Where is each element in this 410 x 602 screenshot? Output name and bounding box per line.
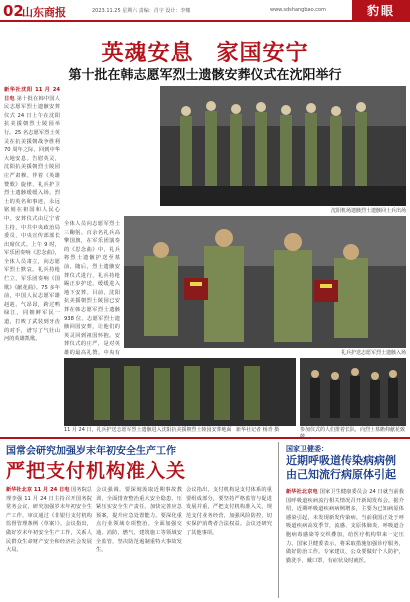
page-number: 02 (3, 2, 24, 20)
photo-graveside-illustration (64, 358, 296, 426)
photo-graveside (64, 358, 296, 426)
photo3-caption: 11 月 24 日，礼兵护送志愿军烈士遗骸进入沈阳抗美援朝烈士陵园安葬地面 (64, 427, 232, 433)
lead-body-col1 (4, 86, 60, 416)
section-divider (0, 437, 410, 439)
masthead (0, 0, 410, 22)
second-dateline: 新华社北京 11 月 24 日电 (6, 487, 70, 493)
lead-body-text-1: 第十批在韩中国人民志愿军烈士遗骸安葬仪式 24 日上午在沈阳抗美援朝烈士陵园举行。25 名志愿军烈士英灵在抗美援朝战争胜利 70 周年之际，回到中华大地安息。告慰英灵，沈阳抗美援朝烈士陵园庄严肃穆。伴着《英雄赞歌》旋律，礼兵护卫烈士遗骸缓缓入场。烈士的英名和事迹，永远铭刻在祖国和人民心中。安葬仪式由辽宁省主持，中共中央政治局委员、中央宣传部部长出席仪式。上午 9 时，军乐团奏响《思念曲》，全体人员肃立，向志愿军烈士默哀。礼兵持枪伫立，军乐团奏响《国歌》《献花曲》。75 多年前，中国人民志愿军雄赳赳、气昂昂，跨过鸭绿江，同朝鲜军民一道，打败了武装到牙齿的对手，谱写了气壮山河的英雄凯歌。 (4, 95, 60, 343)
lead-headline: 英魂安息 家国安宁 (101, 40, 309, 66)
sidebar-body (286, 488, 404, 598)
sidebar-divider (278, 442, 279, 598)
photo-guards-at-cemetery (160, 86, 406, 206)
photo1-caption: 沈阳机场遗骸烈士遗骸回士兵出场 (330, 208, 406, 214)
photo-honor-guard-procession (124, 216, 406, 348)
lead-subheadline: 第十批在韩志愿军烈士遗骸安葬仪式在沈阳举行 (68, 68, 342, 83)
photo4-caption: 参加仪式的人们排着长队，向烈士墓瞻仰献花致 (300, 427, 406, 433)
second-body-col1 (6, 486, 92, 598)
date-line: 2023.11.25 星期六 责编：肖宇 设计：李娜 (92, 8, 191, 14)
photo2-caption: 礼兵护送志愿军烈士遗骸入场 (340, 350, 406, 356)
section-label: 豹眼 (352, 0, 410, 22)
second-body-text-3: 会议指出，支付机构是支付体系的重要组成部分，要坚持严格监管与促进发展并重，严把支付机构准入关，规范支付业务经营，加强风险防控，切实保护消费者合法权益。会议还研究了其他事项。 (186, 487, 272, 536)
photo-mourners-illustration (300, 358, 406, 426)
sidebar-body-text: 国家卫生健康委员会 24 日就当前我国呼吸道疾病流行相关情况召开新闻发布会。据介绍，近期呼吸道疾病病例增多，主要为已知病原体感染引起，未发现新发传染病。当前我国正处于呼吸道疾病高发季节，流感、支原体肺炎、呼吸道合胞病毒感染等交织叠加，给医疗机构带来一定压力。国家卫健委表示，将采取措施加强诊疗服务，做好防治工作。专家建议，公众要做好个人防护，勤洗手、戴口罩，有症状及时就医。 (286, 489, 404, 564)
second-body-col3 (186, 486, 272, 598)
paper-name: 山东商报 (22, 6, 66, 19)
sidebar-tag: 国家卫健委： (286, 445, 328, 453)
second-kicker: 国常会研究加强岁末年初安全生产工作 (6, 446, 176, 457)
photo-mourners (300, 358, 406, 426)
website: www.sdshangbao.com (270, 7, 326, 13)
second-body-text-1: 国务院总理李强 11 月 24 日主持召开国务院常务会议，研究加强岁末年初安全生产工作，审议通过《非银行支付机构监督管理条例（草案）》。会议指出，做好岁末年初安全生产工作，关系人民群众生命财产安全和经济社会发展大局。 (6, 487, 92, 554)
photo-procession-illustration (124, 216, 406, 348)
second-headline: 严把支付机构准入关 (6, 460, 187, 482)
second-body-text-2: 会议强调，要深刻汲取近期事故教训，全面排查整治重大安全隐患，压紧压实安全生产责任。加快完善应急预案，提升应急处置能力。要深化重点行业领域专项整治，全面加强交通、消防、燃气、建筑施工等领域安全监管，坚决防范遏制重特大事故发生。 (96, 487, 182, 554)
photo3-credit: 新华社记者 杨青 摄 (236, 427, 280, 433)
sidebar-dateline: 新华社北京电 (286, 489, 318, 495)
sidebar-headline: 近期呼吸道传染病病例由己知流行病原体引起 (286, 454, 396, 481)
lead-dateline: 新华社沈阳 11 月 24 日电 (4, 87, 60, 102)
second-body-col2 (96, 486, 182, 598)
photo-guards-illustration (160, 86, 406, 206)
lead-body-text-2: 全体人员向志愿军烈士三鞠躬。百余名礼兵高擎国旗，在军乐团演奏的《思念曲》中，礼兵将烈士遗骸护送至墓前，随后，烈士遗骸安葬仪式进行，礼兵持枪踢正步护送，缓缓进入地下安葬。目前，沈阳抗美援朝烈士陵园已安葬在韩志愿军烈士遗骸 938 位。志愿军烈士遗骸回国安葬，让他们的英灵回到祖国怀抱。安葬仪式的庄严，是对英雄的最高礼赞。中央有 (64, 221, 120, 356)
